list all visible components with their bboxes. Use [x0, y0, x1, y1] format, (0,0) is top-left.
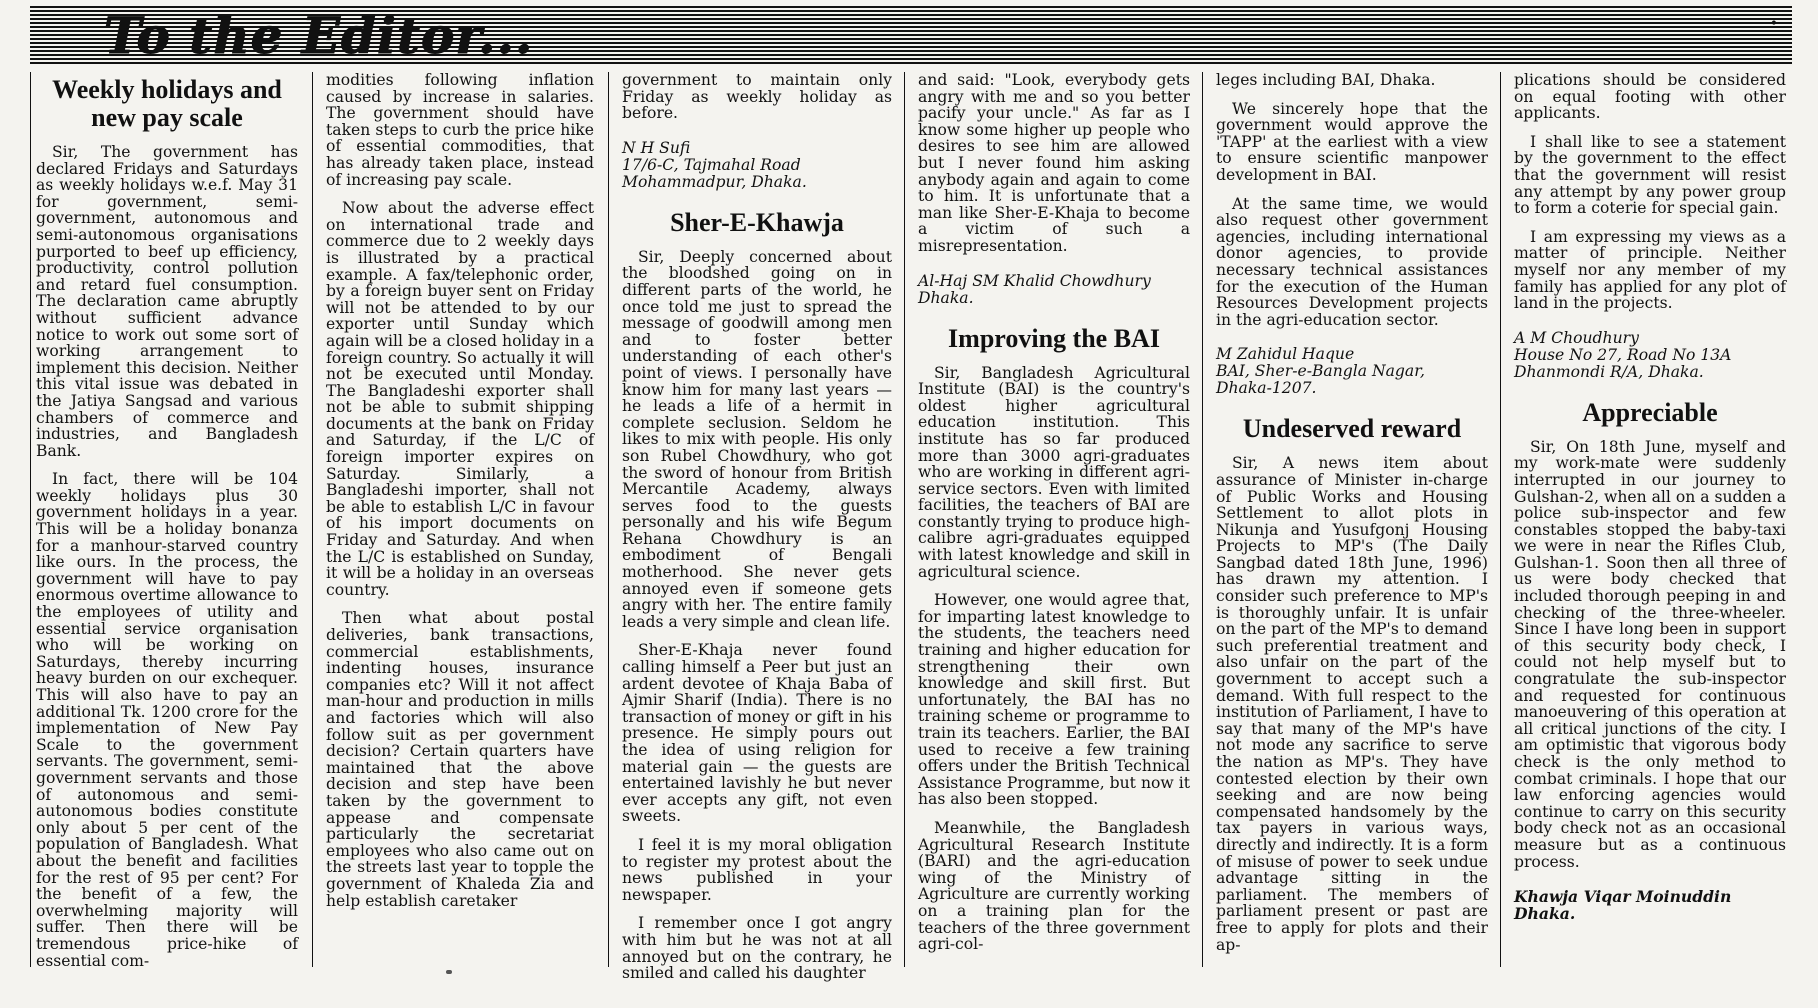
- letter-paragraph: Sir, On 18th June, myself and my work-mate were suddenly interrupted in our journey to Gulshan-2, when all on a sudden a police sub-inspector and few constables stopped the baby-taxi we were in near the Rifles Club, Gulshan-1. Soon then all three of us were body checked that included thorough peeping in and checking of the three-wheeler. Since I have long been in support of this security body check, I could not help myself but to congratulate the sub-inspector and requested for continuous manoeuvering of this operation at all critical junctions of the city. I am optimistic that vigorous body check is the only method to combat criminals. I hope that our law enforcing agencies would continue to carry on this security body check not as an occasional measure but as a continuous process.: [1514, 437, 1786, 871]
- masthead: [30, 6, 1792, 64]
- letter-paragraph: leges including BAI, Dhaka.: [1216, 71, 1436, 89]
- signature-line: 17/6-C, Tajmahal Road: [622, 155, 801, 174]
- signature-line: Khawja Viqar Moinuddin: [1514, 887, 1732, 907]
- signature: [1514, 330, 1786, 381]
- letter-paragraph: government to maintain only Friday as weekly holiday as before.: [622, 71, 892, 123]
- letter-paragraph: I am expressing my views as a matter of principle. Neither myself nor any member of my family has applied for any plot of land in the projects.: [1514, 227, 1786, 313]
- signature-line: Mohammadpur, Dhaka.: [622, 172, 807, 191]
- signature-line: BAI, Sher-e-Bangla Nagar,: [1216, 362, 1425, 381]
- letter-paragraph: Sir, The government has declared Fridays and Saturdays as weekly holidays w.e.f. May 31 for government, semi-government, autonomous and semi-autonomous organisations purported to beef up efficiency, productivity, control pollution and retard fuel consumption. The declaration came abruptly without sufficient advance notice to work out some sort of working arrangement to implement this decision. Neither this vital issue was debated in the Jatiya Sangsad and various chambers of commerce and industries, and Bangladesh Bank.: [36, 143, 298, 460]
- letter-paragraph: Now about the adverse effect on international trade and commerce due to 2 weekly days is illustrated by a practical example. A fax/telephonic order, by a foreign buyer sent on Friday will not be attended to by our exporter until Sunday which again will be a closed holiday in a foreign country. So actually it will not be executed until Monday. The Bangladeshi exporter shall not be able to submit shipping documents at the bank on Friday and Saturday, if the L/C of foreign importer expires on Saturday. Similarly, a Bangladeshi importer, shall not be able to establish L/C in favour of his import documents on Friday and Saturday. And when the L/C is established on Sunday, it will be a holiday in an overseas country.: [326, 199, 594, 599]
- letter-heading: Sher-E-Khawja: [670, 207, 844, 237]
- letter-paragraph: However, one would agree that, for imparting latest knowledge to the students, the teachers need training and higher education for strengthening their own knowledge and skill first. But unfortunately, the BAI has no training scheme or programme to train its teachers. Earlier, the BAI used to receive a few training offers under the British Technical Assistance Programme, but now it has also been stopped.: [918, 591, 1190, 809]
- letter-paragraph: and said: "Look, everybody gets angry with me and so you better pacify your uncle." As far as I know some higher up people who desires to see him are allowed but I never found him asking anybody again and again to come to him. It is unfortunate that a man like Sher-E-Khaja to become a victim of such a misrepresentation.: [918, 71, 1190, 255]
- signature-line: M Zahidul Haque: [1216, 345, 1355, 364]
- column-2: [326, 72, 594, 967]
- column-6: [1514, 72, 1786, 967]
- signature-line: A M Choudhury: [1514, 328, 1639, 347]
- letter-paragraph: I shall like to see a statement by the government to the effect that the government will resist any attempt by any power group to form a coterie for special gain.: [1514, 132, 1786, 218]
- letter-paragraph: Sir, Bangladesh Agricultural Institute (BAI) is the country's oldest higher agricultural education institution. This institute has so far produced more than 3000 agri-graduates who are working in different agri-service sectors. Even with limited facilities, the teachers of BAI are constantly trying to produce high-calibre agri-graduates equipped with latest knowledge and skill in agricultural science.: [918, 363, 1190, 581]
- signature-line: Dhaka.: [918, 288, 974, 307]
- letter-paragraph: Then what about postal deliveries, bank transactions, commercial establishments, indenting houses, insurance companies etc? Will it not affect man-hour and production in mills and factories which will also follow suit as per government decision? Certain quarters have maintained that the above decision and step have been taken by the government to appease and compensate particularly the secretariat employees who also came out on the streets last year to topple the government of Khaleda Zia and help establish caretaker: [326, 609, 594, 910]
- section-title: To the Editor...: [104, 6, 534, 65]
- column-rule: [1500, 72, 1501, 967]
- column-3: [622, 71, 892, 983]
- column-rule: [608, 72, 609, 967]
- letter-paragraph: I remember once I got angry with him but he was not at all annoyed but on the contrary, he smiled and called his daughter: [622, 914, 892, 983]
- column-5: [1216, 72, 1488, 967]
- letter-paragraph: I feel it is my moral obligation to register my protest about the news published in your newspaper.: [622, 835, 892, 904]
- letter-paragraph: modities following inflation caused by increase in salaries. The government should have taken steps to curb the price hike of essential commodities, that has already taken place, instead of increasing pay scale.: [326, 71, 594, 189]
- column-rule: [1202, 72, 1203, 967]
- column-4: [918, 72, 1190, 967]
- letter-paragraph: At the same time, we would also request other government agencies, including international donor agencies, to provide necessary technical assistances for the execution of the Human Resources Development projects in the agri-education sector.: [1216, 194, 1488, 329]
- signature: [1216, 346, 1488, 397]
- signature-line: Dhanmondi R/A, Dhaka.: [1514, 362, 1704, 381]
- signature-line: N H Sufi: [622, 138, 691, 157]
- letter-heading: Appreciable: [1582, 397, 1718, 427]
- letter-heading: Weekly holidays and new pay scale: [52, 75, 282, 132]
- signature: [622, 140, 892, 191]
- column-rule: [30, 72, 31, 967]
- letter-paragraph: We sincerely hope that the government would approve the 'TAPP' at the earliest with a view to ensure scientific manpower development in BAI.: [1216, 99, 1488, 184]
- signature-line: Dhaka.: [1514, 904, 1576, 924]
- letter-paragraph: In fact, there will be 104 weekly holidays plus 30 government holidays in a year. This will be a holiday bonanza for a manhour-starved country like ours. In the process, the government will have to pay enormous overtime allowance to the employees of utility and essential service organisation who will be working on Saturdays, thereby incurring heavy burden on our exchequer. This will also have to pay an additional Tk. 1200 crore for the implementation of New Pay Scale to the government servants. The government, semi-government servants and those of autonomous and semi-autonomous bodies constitute only about 5 per cent of the population of Bangladesh. What about the benefit and facilities for the rest of 95 per cent? For the benefit of a few, the overwhelming majority will suffer. Then there will be tremendous price-hike of essential com-: [36, 470, 298, 970]
- letter-heading: Undeserved reward: [1242, 414, 1462, 444]
- signature-line: Al-Haj SM Khalid Chowdhury: [918, 271, 1151, 290]
- letter-paragraph: Sir, A news item about assurance of Minister in-charge of Public Works and Housing Settlement to allot plots in Nikunja and Yusufgonj Housing Projects to MP's (The Daily Sangbad dated 18th June, 1996) has drawn my attention. I consider such preference to MP's is thoroughly unfair. It is unfair on the part of the MP's to demand such preferential treatment and also unfair on the part of the government to accept such a demand. With full respect to the institution of Parliament, I have to say that many of the MP's have not mode any sacrifice to serve the nation as MP's. They have contested election by their own seeking and are now being compensated handsomely by the tax payers in various ways, directly and indirectly. It is a form of misuse of power to seek undue advantage sitting in the parliament. The members of parliament present or past are free to apply for plots and their ap-: [1216, 454, 1488, 954]
- letter-paragraph: plications should be considered on equal footing with other applicants.: [1514, 71, 1786, 123]
- signature: [1514, 888, 1786, 922]
- letter-paragraph: Meanwhile, the Bangladesh Agricultural Research Institute (BARI) and the agri-education wing of the Ministry of Agriculture are currently working on a training plan for the teachers of the three government agri-col-: [918, 818, 1190, 954]
- ink-speck: [446, 970, 452, 974]
- letter-paragraph: Sher-E-Khaja never found calling himself a Peer but just an ardent devotee of Khaja Baba of Ajmir Sharif (India). There is no transaction of money or gift in his presence. He simply pours out the idea of using religion for material gain — the guests are entertained lavishly he but never ever accepts any gift, not even sweets.: [622, 641, 892, 826]
- letter-paragraph: Sir, Deeply concerned about the bloodshed going on in different parts of the world, he once told me just to spread the message of goodwill among men and to foster better understanding of each other's point of views. I personally have know him for many last years — he leads a life of a hermit in complete seclusion. Seldom he likes to mix with people. His only son Rubel Chowdhury, who got the sword of honour from British Mercantile Academy, always serves food to the guests personally and his wife Begum Rehana Chowdhury is an embodiment of Bengali motherhood. She never gets annoyed even if someone gets angry with her. The entire family leads a very simple and clean life.: [622, 247, 892, 631]
- corner-mark: •: [1769, 16, 1778, 32]
- column-1: [36, 72, 298, 970]
- column-rule: [312, 72, 313, 967]
- signature: [918, 273, 1190, 307]
- signature-line: House No 27, Road No 13A: [1514, 345, 1732, 364]
- signature-line: Dhaka-1207.: [1216, 379, 1317, 398]
- column-rule: [904, 72, 905, 967]
- letter-heading: Improving the BAI: [948, 323, 1160, 353]
